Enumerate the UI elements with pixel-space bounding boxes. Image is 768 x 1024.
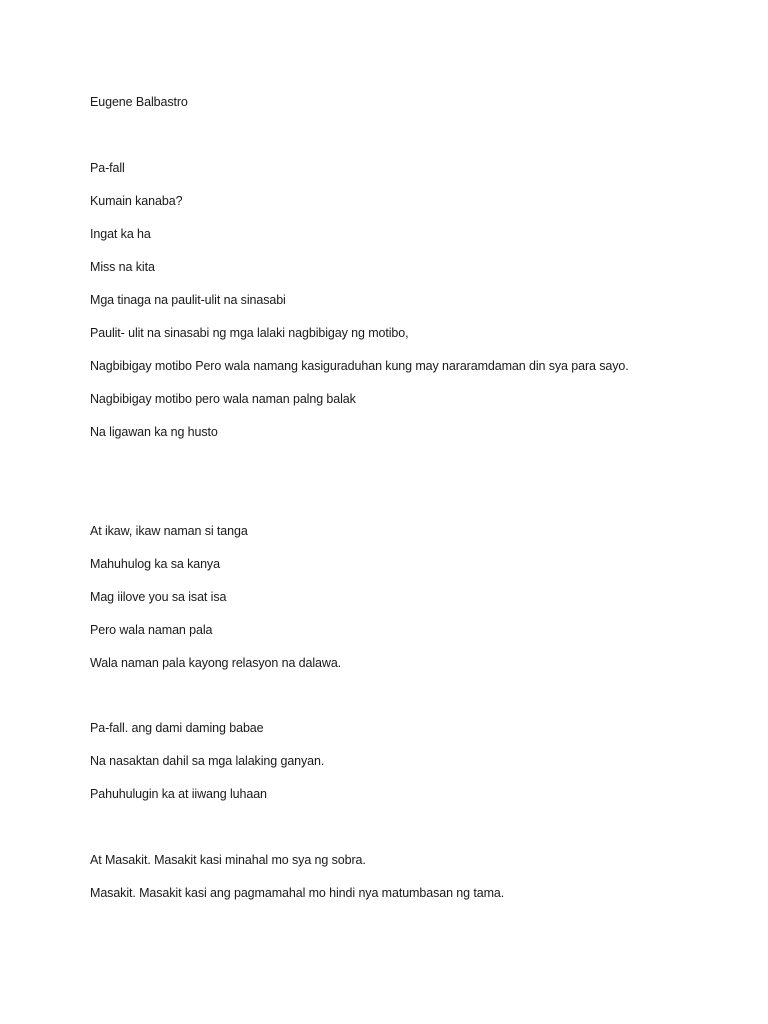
author-name: Eugene Balbastro <box>90 95 188 109</box>
poem-line: Na ligawan ka ng husto <box>90 425 218 439</box>
poem-line: Kumain kanaba? <box>90 194 183 208</box>
poem-line: Wala naman pala kayong relasyon na dalawa. <box>90 656 342 670</box>
poem-line: At Masakit. Masakit kasi minahal mo sya ng sobra. <box>90 853 366 867</box>
poem-line: Pero wala naman pala <box>90 623 213 637</box>
poem-line: Mga tinaga na paulit-ulit na sinasabi <box>90 293 286 307</box>
poem-line: Mahuhulog ka sa kanya <box>90 557 220 571</box>
poem-line: Miss na kita <box>90 260 155 274</box>
poem-line: Ingat ka ha <box>90 227 151 241</box>
poem-line: Paulit- ulit na sinasabi ng mga lalaki nagbibigay ng motibo, <box>90 326 409 340</box>
poem-line: Pa-fall. ang dami daming babae <box>90 721 264 735</box>
poem-line: Mag iilove you sa isat isa <box>90 590 227 604</box>
poem-line: At ikaw, ikaw naman si tanga <box>90 524 248 538</box>
poem-line: Na nasaktan dahil sa mga lalaking ganyan. <box>90 754 325 768</box>
poem-line: Masakit. Masakit kasi ang pagmamahal mo hindi nya matumbasan ng tama. <box>90 886 505 900</box>
poem-line: Nagbibigay motibo Pero wala namang kasiguraduhan kung may nararamdaman din sya para sayo. <box>90 359 629 373</box>
poem-title: Pa-fall <box>90 161 125 175</box>
poem-line: Pahuhulugin ka at iiwang luhaan <box>90 787 267 801</box>
poem-line: Nagbibigay motibo pero wala naman palng balak <box>90 392 356 406</box>
